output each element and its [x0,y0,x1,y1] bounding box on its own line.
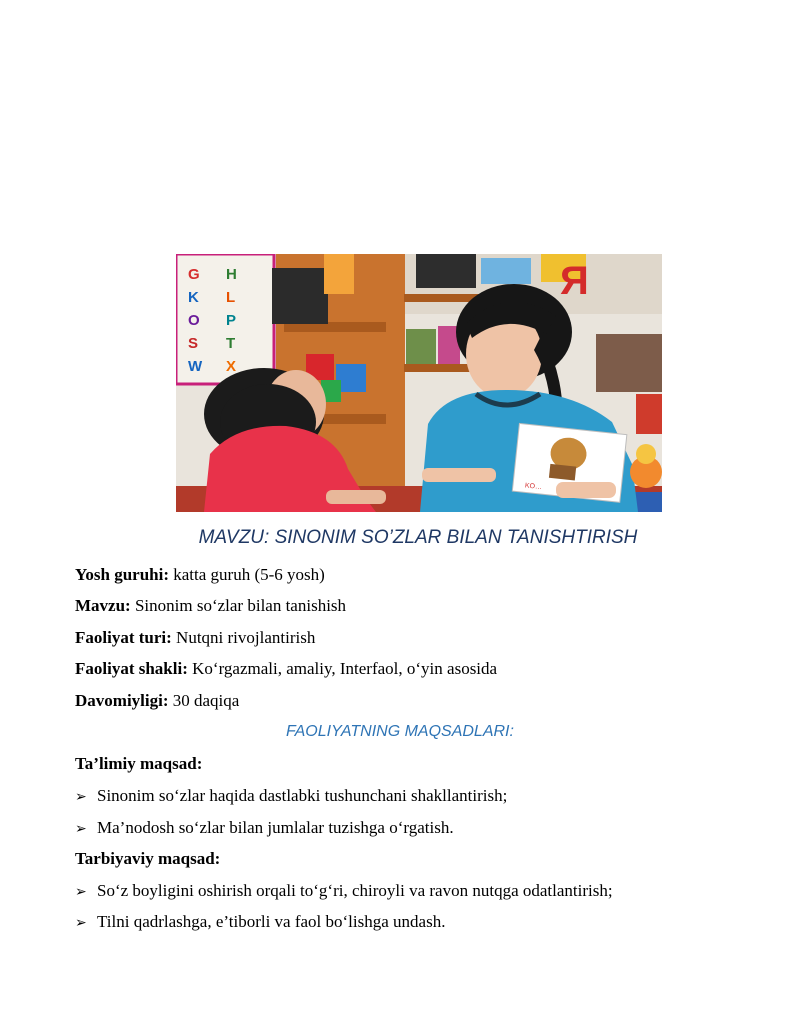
info-age-group [75,565,325,585]
info-value: Ko‘rgazmali, amaliy, Interfaol, o‘yin asosida [187,659,498,678]
info-value: Nutqni rivojlantirish [171,628,316,647]
arrow-bullet-icon: ➢ [75,822,87,837]
info-value: 30 daqiqa [168,691,240,710]
list-item [75,912,445,932]
list-item-text: Ma’nodosh so‘zlar bilan jumlalar tuzishga o‘rgatish. [97,818,454,837]
educational-heading [75,754,202,774]
info-label: Yosh guruhi: [75,565,170,584]
arrow-bullet-icon: ➢ [75,916,87,931]
poster-letter: S [188,335,199,352]
svg-text:Я: Я [560,259,589,303]
poster-letter: P [226,312,237,329]
poster-letter: T [226,335,236,352]
arrow-bullet-icon: ➢ [75,885,87,900]
list-item-text: Sinonim so‘zlar haqida dastlabki tushunchani shakllantirish; [97,786,508,805]
info-activity-form [75,659,497,679]
info-label: Faoliyat turi: [75,628,172,647]
info-label: Faoliyat shakli: [75,659,188,678]
poster-letter: X [226,358,237,375]
info-topic [75,596,346,616]
lesson-title: MAVZU: SINONIM SO’ZLAR BILAN TANISHTIRISH [198,527,638,548]
list-item [75,786,507,806]
list-item [75,818,454,838]
info-activity-type [75,628,315,648]
list-item [75,881,613,901]
poster-letter: H [226,266,237,283]
info-duration [75,691,239,711]
list-item-text: Tilni qadrlashga, e’tiborli va faol bo‘lishga undash. [97,912,446,931]
goals-heading: FAOLIYATNING MAQSADLARI: [286,723,514,740]
info-label: Mavzu: [75,596,131,615]
info-value: Sinonim so‘zlar bilan tanishish [130,596,347,615]
arrow-bullet-icon: ➢ [75,790,87,805]
classroom-photo [176,254,662,512]
poster-letter: L [226,289,236,306]
section-heading: Ta’limiy maqsad: [75,754,203,773]
poster-letter: G [188,266,200,283]
list-item-text: So‘z boyligini oshirish orqali to‘g‘ri, chiroyli va ravon nutqga odatlantirish; [97,881,613,900]
classroom-illustration [176,254,662,512]
info-label: Davomiyligi: [75,691,169,710]
upbringing-heading [75,849,220,869]
info-value: katta guruh (5-6 yosh) [169,565,325,584]
section-heading: Tarbiyaviy maqsad: [75,849,221,868]
card-caption: KO… [524,482,543,492]
poster-letter: O [188,312,200,329]
poster-letter: W [188,358,203,375]
poster-letter: K [188,289,199,306]
